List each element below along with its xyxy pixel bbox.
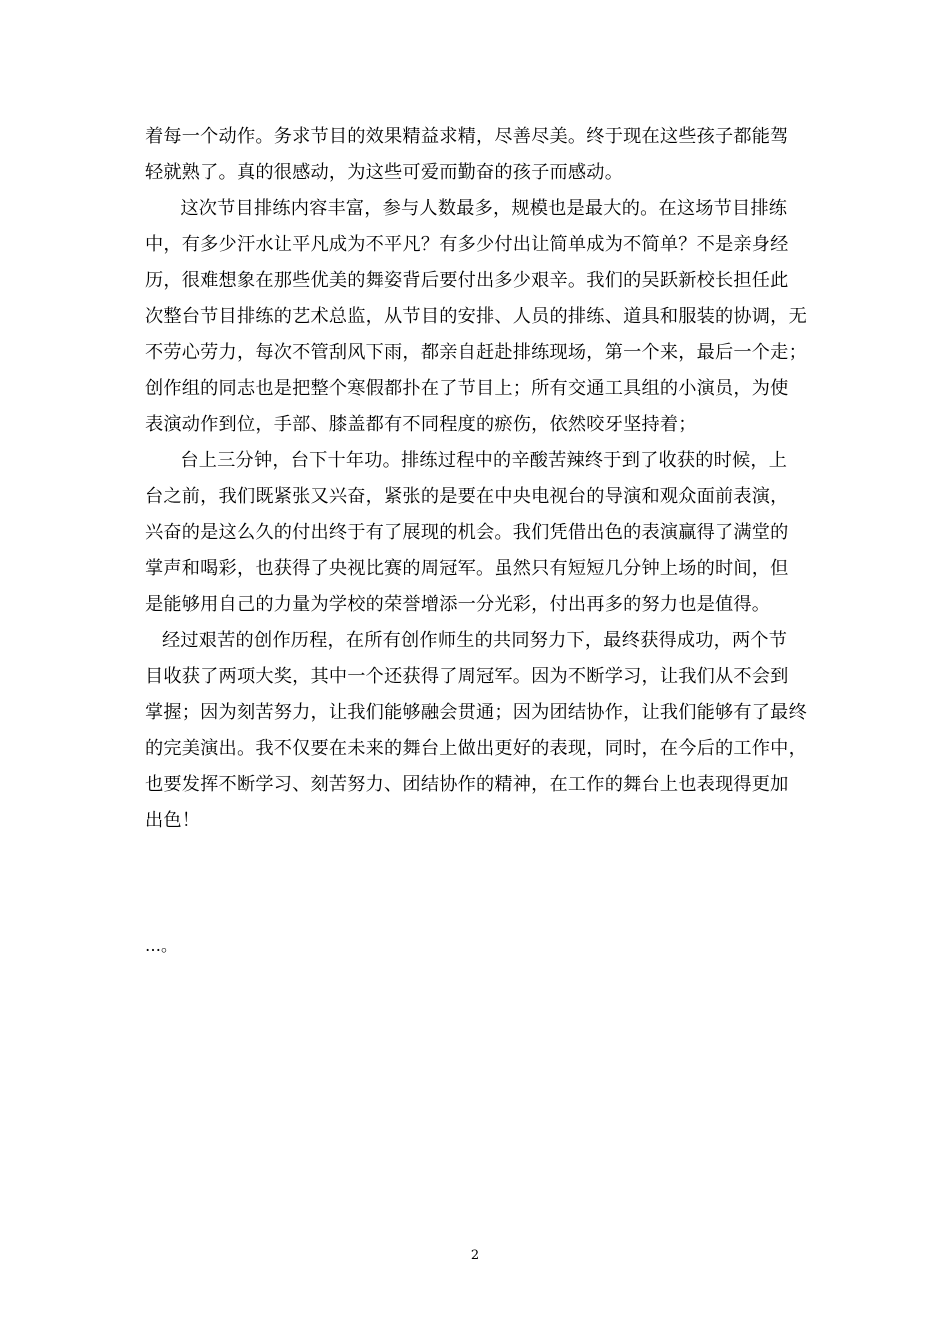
text-line: 这次节目排练内容丰富，参与人数最多，规模也是最大的。在这场节目排练 — [162, 198, 788, 219]
text-line: 不劳心劳力，每次不管刮风下雨，都亲自赶赴排练现场，第一个来，最后一个走； — [145, 342, 807, 363]
text-line: 台之前，我们既紧张又兴奋，紧张的是要在中央电视台的导演和观众面前表演， — [145, 486, 789, 507]
text-line: 掌声和喝彩，也获得了央视比赛的周冠军。虽然只有短短几分钟上场的时间，但 — [145, 558, 789, 579]
text-line: 经过艰苦的创作历程，在所有创作师生的共同努力下，最终获得成功，两个节 — [162, 630, 788, 651]
text-line: 是能够用自己的力量为学校的荣誉增添一分光彩，付出再多的努力也是值得。 — [145, 594, 771, 615]
text-line: 的完美演出。我不仅要在未来的舞台上做出更好的表现，同时，在今后的工作中， — [145, 738, 807, 759]
text-line: 出色！ — [145, 810, 201, 831]
text-line: 台上三分钟，台下十年功。排练过程中的辛酸苦辣终于到了收获的时候，上 — [162, 450, 788, 471]
page-number: 2 — [470, 1248, 480, 1263]
text-line: 轻就熟了。真的很感动，为这些可爱而勤奋的孩子而感动。 — [145, 162, 624, 183]
text-line: 创作组的同志也是把整个寒假都扑在了节目上；所有交通工具组的小演员，为使 — [145, 378, 789, 399]
text-line: 着每一个动作。务求节目的效果精益求精，尽善尽美。终于现在这些孩子都能驾 — [145, 126, 789, 147]
ellipsis-text: …。 — [145, 936, 178, 955]
text-line: 兴奋的是这么久的付出终于有了展现的机会。我们凭借出色的表演赢得了满堂的 — [145, 522, 789, 543]
text-line: 掌握；因为刻苦努力，让我们能够融会贯通；因为团结协作，让我们能够有了最终 — [145, 702, 807, 723]
text-line: 中，有多少汗水让平凡成为不平凡？有多少付出让简单成为不简单？不是亲身经 — [145, 234, 789, 255]
text-line: 表演动作到位，手部、膝盖都有不同程度的瘀伤，依然咬牙坚持着； — [145, 414, 697, 435]
text-line: 目收获了两项大奖，其中一个还获得了周冠军。因为不断学习，让我们从不会到 — [145, 666, 789, 687]
text-line: 也要发挥不断学习、刻苦努力、团结协作的精神，在工作的舞台上也表现得更加 — [145, 774, 789, 795]
text-line: 历，很难想象在那些优美的舞姿背后要付出多少艰辛。我们的吴跃新校长担任此 — [145, 270, 789, 291]
text-line: 次整台节目排练的艺术总监，从节目的安排、人员的排练、道具和服装的协调，无 — [145, 306, 807, 327]
